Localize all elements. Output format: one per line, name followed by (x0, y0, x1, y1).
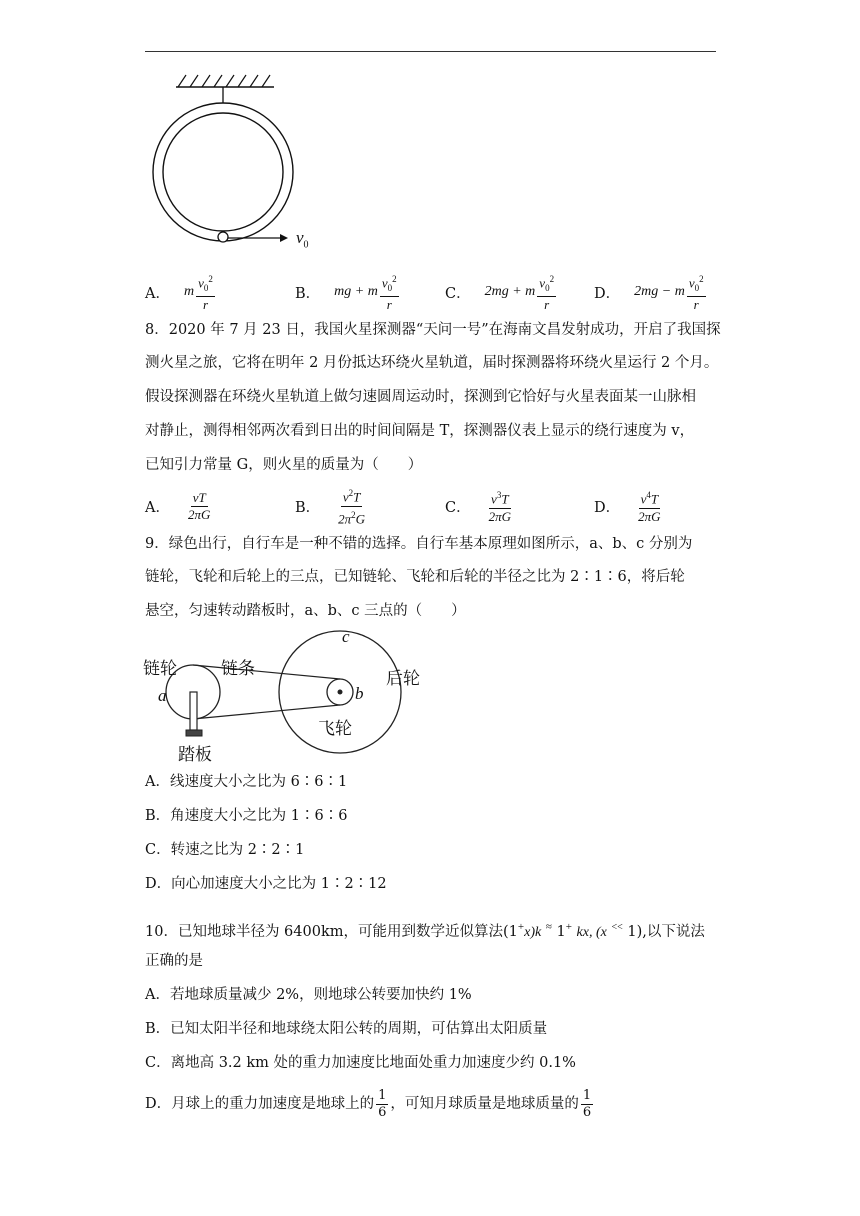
q10-line-1: 10．已知地球半径为 6400km，可能用到数学近似算法(1+x)k ≈ 1+ kx, (x << 1),以下说法 (145, 921, 705, 940)
q8-option-a[interactable]: A． $\frac{vT}{2\pi G}$ (145, 489, 211, 522)
ceiling-hatch (178, 75, 270, 87)
q8-line-4: 对静止，测得相邻两次看到日出的时间间隔是 T，探测器仪表上显示的绕行速度为 v， (145, 423, 695, 439)
q8-line-3: 假设探测器在环绕火星轨道上做匀速圆周运动时，探测到它恰好与火星表面某一山脉相 (145, 389, 696, 405)
q9-option-a[interactable]: A．线速度大小之比为 6∶6∶1 (145, 774, 348, 790)
q7-option-a[interactable]: A． m $\frac{v_0^2}{r}$ (145, 272, 217, 312)
q8-option-b[interactable]: B． $\frac{v^2T}{2\pi^2G}$ (295, 486, 369, 526)
velocity-label: $v_0$ (296, 228, 309, 251)
q9-option-c[interactable]: C．转速之比为 2∶2∶1 (145, 842, 305, 858)
q8-line-5: 已知引力常量 G，则火星的质量为（ ） (145, 457, 423, 473)
label-rear-wheel: 后轮 (386, 669, 420, 689)
q7-options (145, 272, 716, 312)
q7-option-c[interactable]: C． 2mg + m $\frac{v_0^2}{r}$ (445, 272, 558, 312)
label-chain: 链条 (221, 659, 255, 679)
q9-line-3: 悬空，匀速转动踏板时，a、b、c 三点的（ ） (145, 603, 466, 619)
q9-option-b[interactable]: B．角速度大小之比为 1∶6∶6 (145, 808, 348, 824)
q7-option-b[interactable]: B． mg + m $\frac{v_0^2}{r}$ (295, 272, 401, 312)
label-c: c (342, 627, 350, 646)
q7-option-d[interactable]: D． 2mg − m $\frac{v_0^2}{r}$ (594, 272, 708, 312)
flywheel-center (338, 690, 343, 695)
q10-option-a[interactable]: A．若地球质量减少 2%，则地球公转要加快约 1% (145, 987, 472, 1003)
ring-inner (163, 113, 283, 231)
pedal (186, 730, 202, 736)
q8-line-2: 测火星之旅，它将在明年 2 月份抵达环绕火星轨道，届时探测器将环绕火星运行 2 个月。 (145, 355, 719, 371)
label-a: a (158, 686, 167, 705)
q9-line-1: 9．绿色出行，自行车是一种不错的选择。自行车基本原理如图所示，a、b、c 分别为 (145, 536, 693, 552)
label-chainwheel: 链轮 (143, 659, 177, 679)
q10-option-c[interactable]: C．离地高 3.2 km 处的重力加速度比地面处重力加速度少约 0.1% (145, 1055, 576, 1071)
crank (190, 692, 197, 730)
q8-option-d[interactable]: D． $\frac{v^4T}{2\pi G}$ (594, 486, 665, 526)
q8-option-c[interactable]: C． $\frac{v^3T}{2\pi G}$ (445, 486, 515, 526)
q10-option-d[interactable]: D．月球上的重力加速度是地球上的 $\frac{1}{6}$ ，可知月球质量是地球质量的 $\frac{1}{6}$ (145, 1087, 592, 1120)
label-flywheel: 飞轮 (318, 719, 352, 739)
label-pedal: 踏板 (178, 745, 212, 765)
arrow-head (280, 234, 288, 242)
ring-outer (153, 103, 293, 241)
top-rule (145, 51, 716, 52)
ball (218, 232, 228, 242)
label-b: b (355, 684, 364, 703)
q8-options (145, 486, 716, 526)
q9-line-2: 链轮，飞轮和后轮上的三点，已知链轮、飞轮和后轮的半径之比为 2∶1∶6，将后轮 (145, 569, 685, 585)
q10-line-2: 正确的是 (145, 953, 203, 969)
q8-line-1: 8．2020 年 7 月 23 日，我国火星探测器“天问一号”在海南文昌发射成功，开启了我国探 (145, 322, 721, 338)
ring-diagram (140, 70, 340, 255)
q9-option-d[interactable]: D．向心加速度大小之比为 1∶2∶12 (145, 876, 387, 892)
q10-option-b[interactable]: B．已知太阳半径和地球绕太阳公转的周期，可估算出太阳质量 (145, 1021, 548, 1037)
